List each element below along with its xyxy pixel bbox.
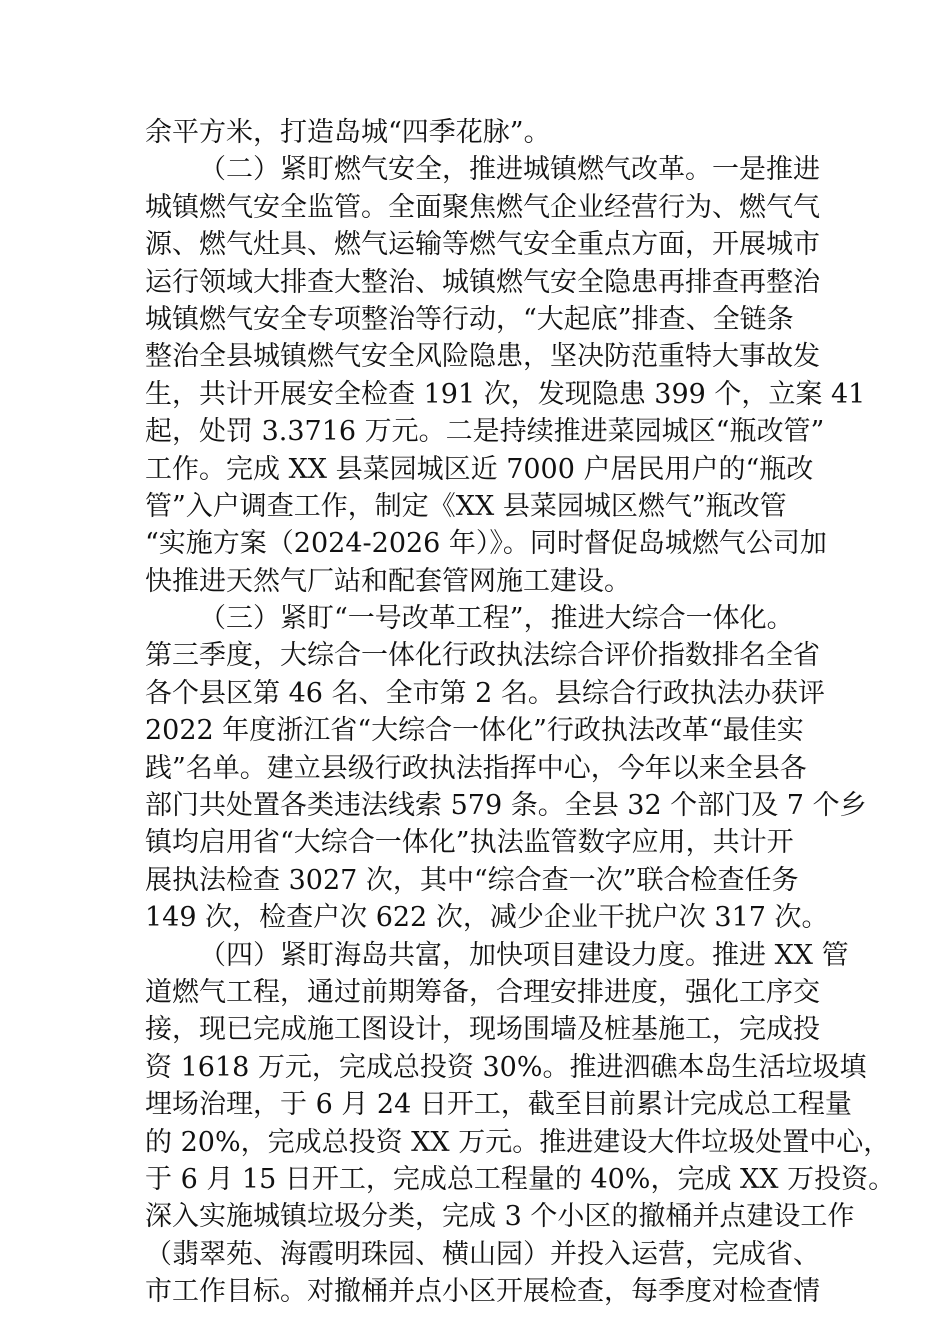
text-line: 管”入户调查工作，制定《XX 县菜园城区燃气”瓶改管 <box>145 490 787 522</box>
text-line: 践”名单。建立县级行政执法指挥中心，今年以来全县各 <box>145 752 807 784</box>
text-line: 于 6 月 15 日开工，完成总工程量的 40%，完成 XX 万投资。 <box>145 1163 896 1195</box>
text-line: 道燃气工程，通过前期筹备，合理安排进度，强化工序交 <box>145 976 820 1008</box>
text-line: 整治全县城镇燃气安全风险隐患，坚决防范重特大事故发 <box>145 341 820 373</box>
text-line: 快推进天然气厂站和配套管网施工建设。 <box>145 565 631 597</box>
text-line: 市工作目标。对撤桶并点小区开展检查，每季度对检查情 <box>145 1276 820 1308</box>
section-heading-line: （三）紧盯“一号改革工程”，推进大综合一体化。 <box>199 603 794 635</box>
text-line: 第三季度，大综合一体化行政执法综合评价指数排名全省 <box>145 640 820 672</box>
text-line: 埋场治理，于 6 月 24 日开工，截至目前累计完成总工程量 <box>145 1089 852 1121</box>
text-line: 城镇燃气安全专项整治等行动，“大起底”排查、全链条 <box>145 303 794 335</box>
text-line: 生，共计开展安全检查 191 次，发现隐患 399 个，立案 41 <box>145 378 866 410</box>
text-line: 运行领域大排查大整治、城镇燃气安全隐患再排查再整治 <box>145 266 820 298</box>
text-line: 工作。完成 XX 县菜园城区近 7000 户居民用户的“瓶改 <box>145 453 814 485</box>
document-body <box>145 114 896 1311</box>
section-heading-line: （二）紧盯燃气安全，推进城镇燃气改革。一是推进 <box>199 154 820 186</box>
text-line: 的 20%，完成总投资 XX 万元。推进建设大件垃圾处置中心， <box>145 1126 891 1158</box>
text-line: 2022 年度浙江省“大综合一体化”行政执法改革“最佳实 <box>145 715 804 747</box>
text-line: （翡翠苑、海霞明珠园、横山园）并投入运营，完成省、 <box>145 1238 820 1270</box>
text-line: 接，现已完成施工图设计，现场围墙及桩基施工，完成投 <box>145 1014 820 1046</box>
text-line: 镇均启用省“大综合一体化”执法监管数字应用，共计开 <box>145 827 794 859</box>
text-line: “实施方案（2024-2026 年）》。同时督促岛城燃气公司加 <box>145 528 827 560</box>
text-line: 城镇燃气安全监管。全面聚焦燃气企业经营行为、燃气气 <box>145 191 820 223</box>
text-line: 余平方米，打造岛城“四季花脉”。 <box>145 117 551 148</box>
section-heading-line: （四）紧盯海岛共富，加快项目建设力度。推进 XX 管 <box>199 939 849 971</box>
text-line: 各个县区第 46 名、全市第 2 名。县综合行政执法办获评 <box>145 677 825 709</box>
text-line: 起，处罚 3.3716 万元。二是持续推进菜园城区“瓶改管” <box>145 416 825 448</box>
text-line: 展执法检查 3027 次，其中“综合查一次”联合检查任务 <box>145 864 799 896</box>
text-line: 149 次，检查户次 622 次，减少企业干扰户次 317 次。 <box>145 902 829 934</box>
text-line: 资 1618 万元，完成总投资 30%。推进泗礁本岛生活垃圾填 <box>145 1051 867 1083</box>
text-line: 部门共处置各类违法线索 579 条。全县 32 个部门及 7 个乡 <box>145 790 867 822</box>
text-line: 深入实施城镇垃圾分类，完成 3 个小区的撤桶并点建设工作 <box>145 1201 855 1233</box>
text-line: 源、燃气灶具、燃气运输等燃气安全重点方面，开展城市 <box>145 229 820 261</box>
